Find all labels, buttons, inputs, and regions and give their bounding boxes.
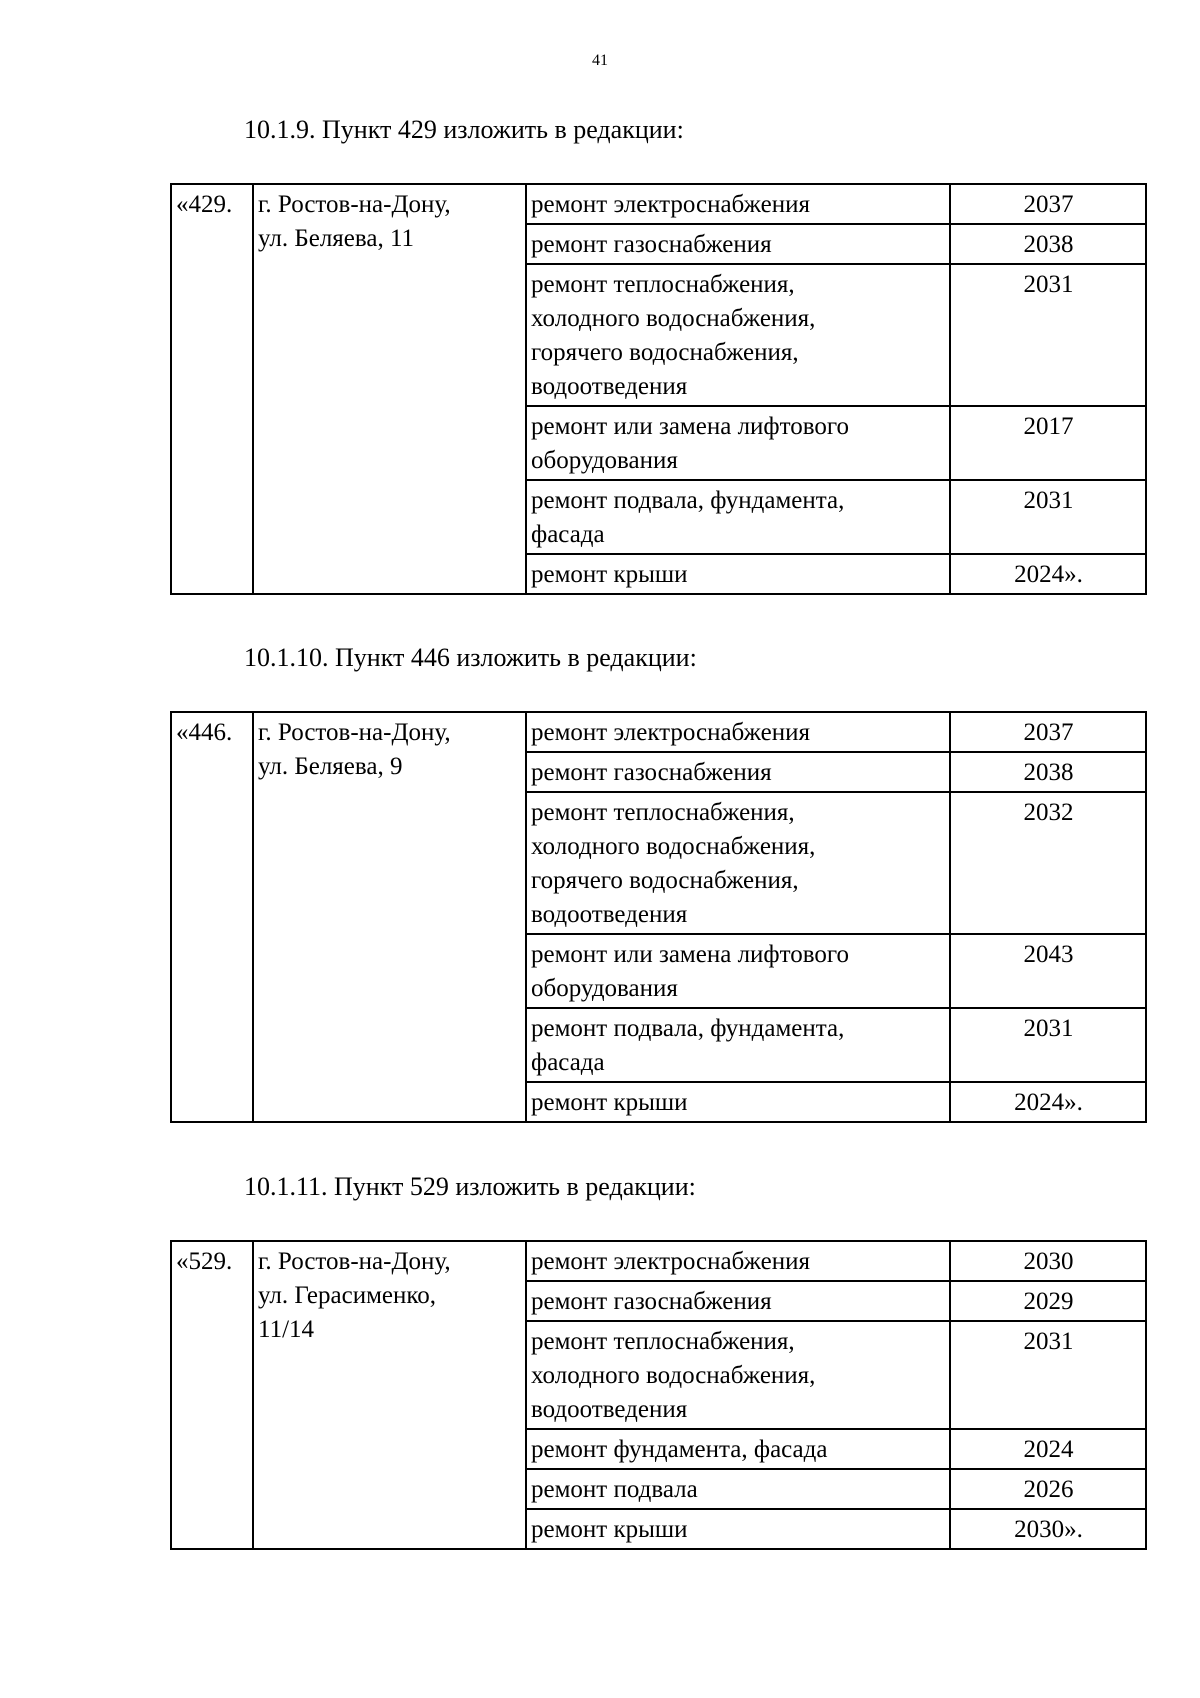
work-type-line: оборудования — [531, 447, 678, 474]
work-type-line: ремонт или замена лифтового — [531, 941, 849, 968]
repair-schedule-table — [170, 183, 1147, 595]
work-type-line: горячего водоснабжения, — [531, 339, 799, 366]
work-type-cell — [526, 1469, 950, 1509]
work-type-line: ремонт подвала — [531, 1476, 698, 1503]
work-type-cell — [526, 554, 950, 594]
year-cell: 2031 — [950, 1321, 1146, 1429]
work-type-line: ремонт подвала, фундамента, — [531, 487, 845, 514]
work-type-line: ремонт теплоснабжения, — [531, 271, 795, 298]
work-type-cell — [526, 934, 950, 1008]
work-type-line: ремонт газоснабжения — [531, 759, 772, 786]
address-line: ул. Беляева, 11 — [258, 225, 415, 252]
work-type-line: ремонт электроснабжения — [531, 719, 810, 746]
year-cell: 2024 — [950, 1429, 1146, 1469]
work-type-line: ремонт крыши — [531, 1516, 688, 1543]
work-type-cell — [526, 224, 950, 264]
year-cell: 2029 — [950, 1281, 1146, 1321]
work-type-cell — [526, 480, 950, 554]
year-cell: 2038 — [950, 224, 1146, 264]
work-type-cell — [526, 752, 950, 792]
item-number: «529. — [171, 1241, 253, 1549]
work-type-line: ремонт или замена лифтового — [531, 413, 849, 440]
work-type-cell — [526, 1241, 950, 1281]
item-number: «446. — [171, 712, 253, 1122]
year-cell: 2037 — [950, 712, 1146, 752]
work-type-cell — [526, 264, 950, 406]
work-type-line: холодного водоснабжения, — [531, 833, 816, 860]
work-type-line: оборудования — [531, 975, 678, 1002]
section-heading: 10.1.11. Пункт 529 изложить в редакции: — [244, 1172, 696, 1201]
work-type-cell — [526, 406, 950, 480]
item-number: «429. — [171, 184, 253, 594]
repair-schedule-table — [170, 711, 1147, 1123]
table-row — [171, 712, 1146, 752]
work-type-cell — [526, 1321, 950, 1429]
work-type-line: водоотведения — [531, 373, 688, 400]
work-type-line: ремонт электроснабжения — [531, 191, 810, 218]
work-type-line: холодного водоснабжения, — [531, 305, 816, 332]
year-cell: 2038 — [950, 752, 1146, 792]
work-type-line: фасада — [531, 521, 605, 548]
work-type-cell — [526, 1082, 950, 1122]
year-cell: 2024». — [950, 1082, 1146, 1122]
work-type-line: водоотведения — [531, 901, 688, 928]
work-type-cell — [526, 712, 950, 752]
work-type-line: ремонт электроснабжения — [531, 1248, 810, 1275]
work-type-cell — [526, 1429, 950, 1469]
year-cell: 2037 — [950, 184, 1146, 224]
year-cell: 2031 — [950, 1008, 1146, 1082]
work-type-cell — [526, 1281, 950, 1321]
work-type-line: фасада — [531, 1049, 605, 1076]
year-cell: 2030». — [950, 1509, 1146, 1549]
address-line: г. Ростов-на-Дону, — [258, 1248, 451, 1275]
address-cell — [253, 184, 526, 594]
work-type-line: водоотведения — [531, 1396, 688, 1423]
work-type-cell — [526, 1008, 950, 1082]
work-type-line: ремонт газоснабжения — [531, 1288, 772, 1315]
year-cell: 2026 — [950, 1469, 1146, 1509]
year-cell: 2017 — [950, 406, 1146, 480]
year-cell: 2030 — [950, 1241, 1146, 1281]
repair-schedule-table — [170, 1240, 1147, 1550]
year-cell: 2031 — [950, 264, 1146, 406]
work-type-cell — [526, 792, 950, 934]
address-line: г. Ростов-на-Дону, — [258, 191, 451, 218]
table-row — [171, 1241, 1146, 1281]
year-cell: 2043 — [950, 934, 1146, 1008]
work-type-line: ремонт теплоснабжения, — [531, 1328, 795, 1355]
work-type-cell — [526, 184, 950, 224]
page-number: 41 — [592, 52, 608, 69]
section-heading: 10.1.9. Пункт 429 изложить в редакции: — [244, 115, 684, 144]
address-line: ул. Герасименко, — [258, 1282, 437, 1309]
work-type-line: ремонт подвала, фундамента, — [531, 1015, 845, 1042]
section-heading: 10.1.10. Пункт 446 изложить в редакции: — [244, 643, 697, 672]
work-type-line: ремонт крыши — [531, 561, 688, 588]
year-cell: 2032 — [950, 792, 1146, 934]
address-cell — [253, 712, 526, 1122]
work-type-line: ремонт фундамента, фасада — [531, 1436, 828, 1463]
table-row — [171, 184, 1146, 224]
work-type-line: холодного водоснабжения, — [531, 1362, 816, 1389]
address-cell — [253, 1241, 526, 1549]
work-type-cell — [526, 1509, 950, 1549]
address-line: ул. Беляева, 9 — [258, 753, 403, 780]
work-type-line: ремонт теплоснабжения, — [531, 799, 795, 826]
work-type-line: ремонт газоснабжения — [531, 231, 772, 258]
work-type-line: горячего водоснабжения, — [531, 867, 799, 894]
work-type-line: ремонт крыши — [531, 1089, 688, 1116]
address-line: 11/14 — [258, 1316, 315, 1343]
year-cell: 2024». — [950, 554, 1146, 594]
year-cell: 2031 — [950, 480, 1146, 554]
address-line: г. Ростов-на-Дону, — [258, 719, 451, 746]
